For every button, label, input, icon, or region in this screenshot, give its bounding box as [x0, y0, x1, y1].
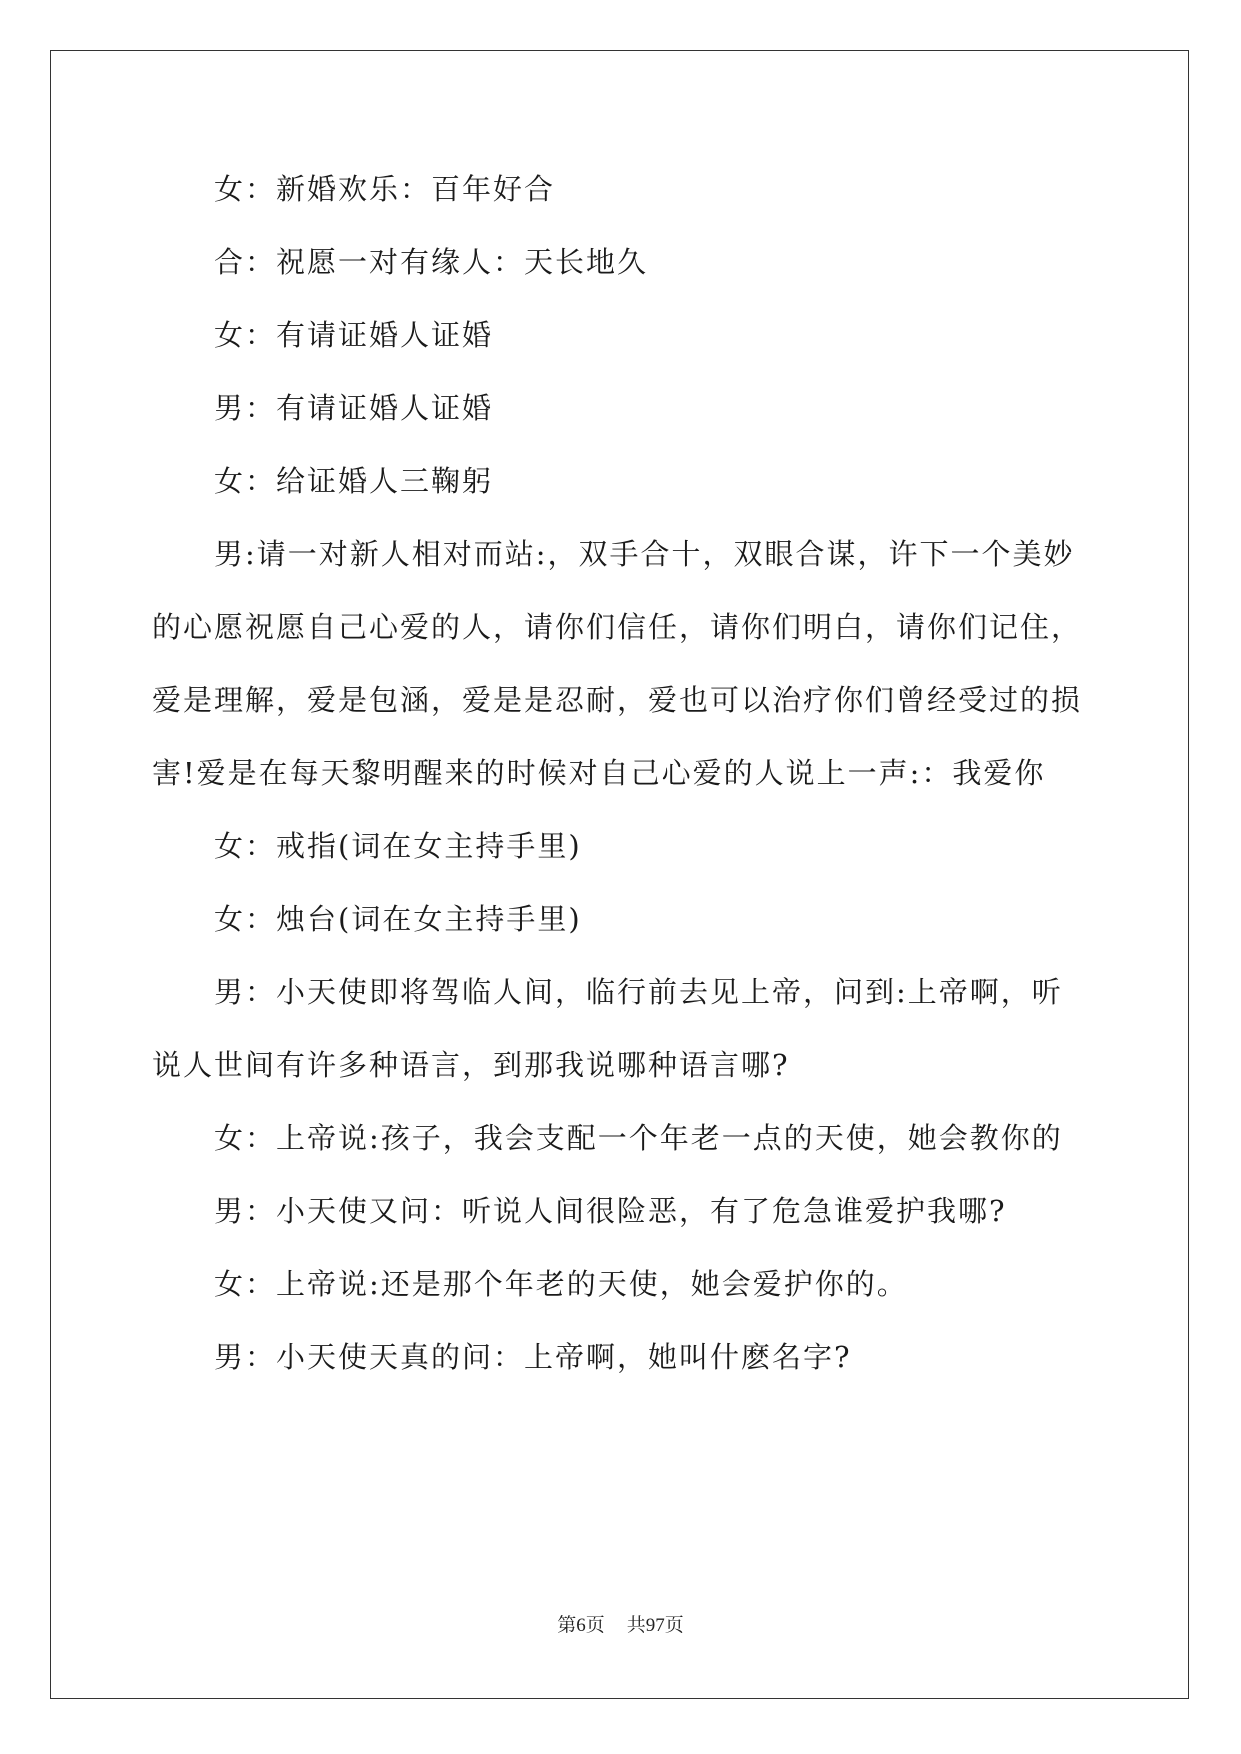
page-number: 第6页: [557, 1615, 605, 1636]
text-line: 男：小天使天真的问：上帝啊，她叫什麽名字?: [214, 1340, 852, 1374]
text-line: 女：烛台(词在女主持手里): [214, 902, 582, 936]
page-border: [50, 50, 1189, 1699]
text-line: 女：上帝说:孩子，我会支配一个年老一点的天使，她会教你的: [214, 1121, 1063, 1155]
text-line: 男：小天使又问：听说人间很险恶，有了危急谁爱护我哪?: [214, 1194, 1007, 1228]
text-line: 说人世间有许多种语言，到那我说哪种语言哪?: [152, 1048, 790, 1082]
page-footer: [0, 1614, 1241, 1638]
text-line: 害!爱是在每天黎明醒来的时候对自己心爱的人说上一声:：我爱你: [152, 756, 1046, 790]
text-line: 女：给证婚人三鞠躬: [214, 464, 494, 498]
text-line: 女：新婚欢乐：百年好合: [214, 172, 556, 206]
text-line: 的心愿祝愿自己心爱的人，请你们信任，请你们明白，请你们记住，: [152, 610, 1083, 644]
text-line: 爱是理解，爱是包涵，爱是是忍耐，爱也可以治疗你们曾经受过的损: [152, 683, 1083, 717]
text-line: 女：上帝说:还是那个年老的天使，她会爱护你的。: [214, 1267, 908, 1301]
text-line: 男:请一对新人相对而站:，双手合十，双眼合谋，许下一个美妙: [214, 537, 1075, 571]
text-line: 男：有请证婚人证婚: [214, 391, 494, 425]
page-total: 共97页: [626, 1615, 684, 1636]
text-line: 女：戒指(词在女主持手里): [214, 829, 582, 863]
text-line: 男：小天使即将驾临人间，临行前去见上帝，问到:上帝啊，听: [214, 975, 1063, 1009]
text-line: 合：祝愿一对有缘人：天长地久: [214, 245, 649, 279]
text-line: 女：有请证婚人证婚: [214, 318, 494, 352]
